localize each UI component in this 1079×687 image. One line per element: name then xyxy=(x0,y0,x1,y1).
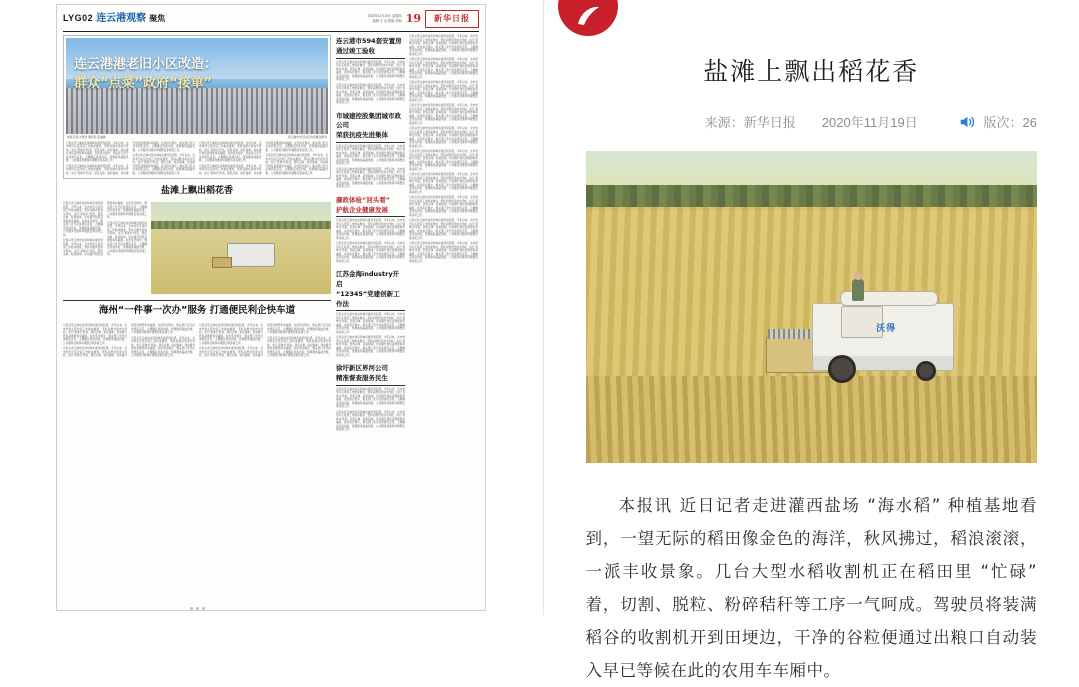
side-article-2-title xyxy=(336,194,405,218)
article-date: 2020年11月19日 xyxy=(822,112,918,131)
bottom-para-2: 记者从连云港市住房和城乡建设局获悉，今年以来，全市老旧小区改造工作稳步推进，坚持以群众需求为导向，实行“菜单式”改造，居民点单、政府接单，切实提升居民获得感和幸福感。在改造过程中，相关部门充分征求居民意见，合理确定改造内容，统筹推进基础设施、公共服务设施和环境整治等各项工作。 xyxy=(63,324,195,359)
middle-para-2: 记者从连云港市住房和城乡建设局获悉，今年以来，全市老旧小区改造工作稳步推进，坚持以群众需求为导向，实行“菜单式”改造，居民点单、政府接单，切实提升居民获得感和幸福感。在改造过程中，相关部门充分征求居民意见，合理确定改造内容，统筹推进基础设施、公共服务设施和环境整治等各项工作。 xyxy=(63,202,147,258)
side-1-para-1: 记者从连云港市住房和城乡建设局获悉，今年以来，全市老旧小区改造工作稳步推进，坚持以群众需求为导向，实行“菜单式”改造，居民点单、政府接单，切实提升居民获得感和幸福感。在改造过程中，相关部门充分征求居民意见，合理确定改造内容，统筹推进基础设施、公共服务设施和环境整治等各项工作。 xyxy=(336,145,405,166)
side-article-0-text xyxy=(336,61,405,105)
side-col2-para-9: 记者从连云港市住房和城乡建设局获悉，今年以来，全市老旧小区改造工作稳步推进，坚持以群众需求为导向，实行“菜单式”改造，居民点单、政府接单，切实提升居民获得感和幸福感。在改造过程中，相关部门充分征求居民意见，合理确定改造内容，统筹推进基础设施、公共服务设施和环境整治等各项工作。 xyxy=(409,219,478,240)
middle-feature-photo xyxy=(151,202,331,294)
newspaper-footer-dots xyxy=(63,604,331,610)
side-article-2-line2: 护航企业健康发展 xyxy=(336,206,405,216)
side-article-2-text xyxy=(336,219,405,263)
masthead-right xyxy=(368,10,479,28)
page-number: 19 xyxy=(406,12,421,27)
side-3-para-1: 记者从连云港市住房和城乡建设局获悉，今年以来，全市老旧小区改造工作稳步推进，坚持以群众需求为导向，实行“菜单式”改造，居民点单、政府接单，切实提升居民获得感和幸福感。在改造过程中，相关部门充分征求居民意见，合理确定改造内容，统筹推进基础设施、公共服务设施和环境整治等各项工作。 xyxy=(336,313,405,334)
middle-photo-treeline xyxy=(151,221,331,229)
section-tag: 聚焦 xyxy=(149,14,165,25)
side-col2-para-3: 记者从连云港市住房和城乡建设局获悉，今年以来，全市老旧小区改造工作稳步推进，坚持以群众需求为导向，实行“菜单式”改造，居民点单、政府接单，切实提升居民获得感和幸福感。在改造过程中，相关部门充分征求居民意见，合理确定改造内容，统筹推进基础设施、公共服务设施和环境整治等各项工作。 xyxy=(409,81,478,102)
side-article-0-line1: 连云港市594套安置房 xyxy=(336,37,405,47)
side-article-1[interactable] xyxy=(336,110,405,191)
side-article-0[interactable] xyxy=(336,35,405,107)
lead-para-6: 记者从连云港市住房和城乡建设局获悉，今年以来，全市老旧小区改造工作稳步推进，坚持以群众需求为导向，实行“菜单式”改造，居民点单、政府接单，切实提升居民获得感和幸福感。在改造过程中，相关部门充分征求居民意见，合理确定改造内容，统筹推进基础设施、公共服务设施和环境整治等各项工作。 xyxy=(266,154,329,175)
middle-feature-headline[interactable]: 盐滩上飘出稻花香 xyxy=(63,182,331,199)
side-2-para-2: 记者从连云港市住房和城乡建设局获悉，今年以来，全市老旧小区改造工作稳步推进，坚持以群众需求为导向，实行“菜单式”改造，居民点单、政府接单，切实提升居民获得感和幸福感。在改造过程中，相关部门充分征求居民意见，合理确定改造内容，统筹推进基础设施、公共服务设施和环境整治等各项工作。 xyxy=(336,242,405,263)
side-article-2[interactable] xyxy=(336,194,405,266)
article-meta-right xyxy=(958,112,1037,131)
article-edition: 版次：26 xyxy=(984,112,1037,131)
newspaper-side-column-2 xyxy=(409,35,478,610)
side-0-para-1: 记者从连云港市住房和城乡建设局获悉，今年以来，全市老旧小区改造工作稳步推进，坚持以群众需求为导向，实行“菜单式”改造，居民点单、政府接单，切实提升居民获得感和幸福感。在改造过程中，相关部门充分征求居民意见，合理确定改造内容，统筹推进基础设施、公共服务设施和环境整治等各项工作。 xyxy=(336,61,405,82)
side-col2-para-2: 记者从连云港市住房和城乡建设局获悉，今年以来，全市老旧小区改造工作稳步推进，坚持以群众需求为导向，实行“菜单式”改造，居民点单、政府接单，切实提升居民获得感和幸福感。在改造过程中，相关部门充分征求居民意见，合理确定改造内容，统筹推进基础设施、公共服务设施和环境整治等各项工作。 xyxy=(409,58,478,79)
side-3-para-2: 记者从连云港市住房和城乡建设局获悉，今年以来，全市老旧小区改造工作稳步推进，坚持以群众需求为导向，实行“菜单式”改造，居民点单、政府接单，切实提升居民获得感和幸福感。在改造过程中，相关部门充分征求居民意见，合理确定改造内容，统筹推进基础设施、公共服务设施和环境整治等各项工作。 xyxy=(336,336,405,357)
middle-photo-harvester xyxy=(227,243,275,267)
paper-logo: 新华日报 xyxy=(425,10,479,28)
harvester-brand-text: 沃得 xyxy=(876,321,896,334)
lead-para-3: 记者从连云港市住房和城乡建设局获悉，今年以来，全市老旧小区改造工作稳步推进，坚持以群众需求为导向，实行“菜单式”改造，居民点单、政府接单，切实提升居民获得感和幸福感。在改造过程中，相关部门充分征求居民意见，合理确定改造内容，统筹推进基础设施、公共服务设施和环境整治等各项工作。 xyxy=(133,154,196,175)
lead-headline xyxy=(74,56,217,94)
middle-para-3: 记者从连云港市住房和城乡建设局获悉，今年以来，全市老旧小区改造工作稳步推进，坚持以群众需求为导向，实行“菜单式”改造，居民点单、政府接单，切实提升居民获得感和幸福感。在改造过程中，相关部门充分征求居民意见，合理确定改造内容，统筹推进基础设施、公共服务设施和环境整治等各项工作。 xyxy=(107,222,147,257)
footer-dot xyxy=(190,607,193,610)
lead-kicker-row xyxy=(66,134,328,142)
side-col2-para-7: 记者从连云港市住房和城乡建设局获悉，今年以来，全市老旧小区改造工作稳步推进，坚持以群众需求为导向，实行“菜单式”改造，居民点单、政府接单，切实提升居民获得感和幸福感。在改造过程中，相关部门充分征求居民意见，合理确定改造内容，统筹推进基础设施、公共服务设施和环境整治等各项工作。 xyxy=(409,173,478,194)
side-col2-para-4: 记者从连云港市住房和城乡建设局获悉，今年以来，全市老旧小区改造工作稳步推进，坚持以群众需求为导向，实行“菜单式”改造，居民点单、政府接单，切实提升居民获得感和幸福感。在改造过程中，相关部门充分征求居民意见，合理确定改造内容，统筹推进基础设施、公共服务设施和环境整治等各项工作。 xyxy=(409,104,478,125)
masthead-meta-line2: 编辑 王 岩 排版 李响 xyxy=(368,19,402,24)
lead-kicker-right: 连云港市老旧小区改造惠及群众 xyxy=(288,136,327,140)
side-article-0-line2: 通过竣工验收 xyxy=(336,47,405,57)
side-column-2-text xyxy=(409,35,478,265)
masthead-meta-line1: 2020年11月19日 星期四 xyxy=(368,14,402,19)
side-article-3-line2: “12345”党建创新工作法 xyxy=(336,290,405,310)
side-col2-para-5: 记者从连云港市住房和城乡建设局获悉，今年以来，全市老旧小区改造工作稳步推进，坚持以群众需求为导向，实行“菜单式”改造，居民点单、政府接单，切实提升居民获得感和幸福感。在改造过程中，相关部门充分征求居民意见，合理确定改造内容，统筹推进基础设施、公共服务设施和环境整治等各项工作。 xyxy=(409,127,478,148)
article xyxy=(544,0,1079,687)
harvester-illustration xyxy=(766,285,954,389)
side-0-para-2: 记者从连云港市住房和城乡建设局获悉，今年以来，全市老旧小区改造工作稳步推进，坚持以群众需求为导向，实行“菜单式”改造，居民点单、政府接单，切实提升居民获得感和幸福感。在改造过程中，相关部门充分征求居民意见，合理确定改造内容，统筹推进基础设施、公共服务设施和环境整治等各项工作。 xyxy=(336,84,405,105)
article-source: 来源：新华日报 xyxy=(705,112,796,131)
lead-para-1: 记者从连云港市住房和城乡建设局获悉，今年以来，全市老旧小区改造工作稳步推进，坚持以群众需求为导向，实行“菜单式”改造，居民点单、政府接单，切实提升居民获得感和幸福感。在改造过程中，相关部门充分征求居民意见，合理确定改造内容，统筹推进基础设施、公共服务设施和环境整治等各项工作。 xyxy=(66,142,129,163)
side-article-0-title xyxy=(336,35,405,59)
bottom-para-5: 记者从连云港市住房和城乡建设局获悉，今年以来，全市老旧小区改造工作稳步推进，坚持以群众需求为导向，实行“菜单式”改造，居民点单、政府接单，切实提升居民获得感和幸福感。在改造过程中，相关部门充分征求居民意见，合理确定改造内容，统筹推进基础设施、公共服务设施和环境整治等各项工作。 xyxy=(199,324,331,359)
bottom-para-4: 记者从连云港市住房和城乡建设局获悉，今年以来，全市老旧小区改造工作稳步推进，坚持以群众需求为导向，实行“菜单式”改造，居民点单、政府接单，切实提升居民获得感和幸福感。在改造过程中，相关部门充分征求居民意见，合理确定改造内容，统筹推进基础设施、公共服务设施和环境整治等各项工作。 xyxy=(199,324,263,345)
middle-feature-block xyxy=(63,202,331,294)
newspaper-side-columns xyxy=(336,35,478,610)
lead-photo xyxy=(66,38,328,134)
side-article-4-line2: 精准督查服务民生 xyxy=(336,374,405,384)
lead-headline-line1: 连云港港老旧小区改造： xyxy=(74,56,217,75)
harvester-wheel-rear xyxy=(916,361,936,381)
side-1-para-2: 记者从连云港市住房和城乡建设局获悉，今年以来，全市老旧小区改造工作稳步推进，坚持以群众需求为导向，实行“菜单式”改造，居民点单、政府接单，切实提升居民获得感和幸福感。在改造过程中，相关部门充分征求居民意见，合理确定改造内容，统筹推进基础设施、公共服务设施和环境整治等各项工作。 xyxy=(336,168,405,189)
lead-article-text xyxy=(66,142,328,177)
side-article-3-line1: 江苏金海industry开启 xyxy=(336,270,405,290)
side-article-4-line1: 徐圩新区界河公司 xyxy=(336,364,405,374)
side-4-para-1: 记者从连云港市住房和城乡建设局获悉，今年以来，全市老旧小区改造工作稳步推进，坚持以群众需求为导向，实行“菜单式”改造，居民点单、政府接单，切实提升居民获得感和幸福感。在改造过程中，相关部门充分征求居民意见，合理确定改造内容，统筹推进基础设施、公共服务设施和环境整治等各项工作。 xyxy=(336,388,405,409)
side-col2-para-1: 记者从连云港市住房和城乡建设局获悉，今年以来，全市老旧小区改造工作稳步推进，坚持以群众需求为导向，实行“菜单式”改造，居民点单、政府接单，切实提升居民获得感和幸福感。在改造过程中，相关部门充分征求居民意见，合理确定改造内容，统筹推进基础设施、公共服务设施和环境整治等各项工作。 xyxy=(409,35,478,56)
lead-kicker-left: 本报记者 吉凤竹 通讯员 张晨晨 xyxy=(67,136,106,140)
lead-para-4: 记者从连云港市住房和城乡建设局获悉，今年以来，全市老旧小区改造工作稳步推进，坚持以群众需求为导向，实行“菜单式”改造，居民点单、政府接单，切实提升居民获得感和幸福感。在改造过程中，相关部门充分征求居民意见，合理确定改造内容，统筹推进基础设施、公共服务设施和环境整治等各项工作。 xyxy=(199,142,262,163)
newspaper-page-pane[interactable] xyxy=(0,0,544,615)
side-col2-para-10: 记者从连云港市住房和城乡建设局获悉，今年以来，全市老旧小区改造工作稳步推进，坚持以群众需求为导向，实行“菜单式”改造，居民点单、政府接单，切实提升居民获得感和幸福感。在改造过程中，相关部门充分征求居民意见，合理确定改造内容，统筹推进基础设施、公共服务设施和环境整治等各项工作。 xyxy=(409,242,478,263)
footer-dot xyxy=(196,607,199,610)
side-article-1-line2: 荣获抗疫先进集体 xyxy=(336,131,405,141)
article-title: 盐滩上飘出稻花香 xyxy=(586,52,1038,88)
side-article-1-line1: 市城建控股集团城市政公司 xyxy=(336,112,405,132)
masthead-left xyxy=(63,12,165,26)
side-4-para-2: 记者从连云港市住房和城乡建设局获悉，今年以来，全市老旧小区改造工作稳步推进，坚持以群众需求为导向，实行“菜单式”改造，居民点单、政府接单，切实提升居民获得感和幸福感。在改造过程中，相关部门充分征求居民意见，合理确定改造内容，统筹推进基础设施、公共服务设施和环境整治等各项工作。 xyxy=(336,411,405,432)
side-article-1-title xyxy=(336,110,405,143)
bottom-feature-headline[interactable]: 海州“一件事一次办”服务 打通便民利企快车道 xyxy=(63,300,331,321)
middle-feature-text xyxy=(63,202,147,294)
article-meta xyxy=(586,112,1038,131)
side-article-3-text xyxy=(336,313,405,357)
newspaper-masthead xyxy=(63,9,479,32)
middle-para-1: 记者从连云港市住房和城乡建设局获悉，今年以来，全市老旧小区改造工作稳步推进，坚持以群众需求为导向，实行“菜单式”改造，居民点单、政府接单，切实提升居民获得感和幸福感。在改造过程中，相关部门充分征求居民意见，合理确定改造内容，统筹推进基础设施、公共服务设施和环境整治等各项工作。 xyxy=(63,202,103,237)
side-col2-para-8: 记者从连云港市住房和城乡建设局获悉，今年以来，全市老旧小区改造工作稳步推进，坚持以群众需求为导向，实行“菜单式”改造，居民点单、政府接单，切实提升居民获得感和幸福感。在改造过程中，相关部门充分征求居民意见，合理确定改造内容，统筹推进基础设施、公共服务设施和环境整治等各项工作。 xyxy=(409,196,478,217)
masthead-meta xyxy=(368,14,402,24)
newspaper-body xyxy=(63,35,479,610)
bottom-para-6: 记者从连云港市住房和城乡建设局获悉，今年以来，全市老旧小区改造工作稳步推进，坚持以群众需求为导向，实行“菜单式”改造，居民点单、政府接单，切实提升居民获得感和幸福感。在改造过程中，相关部门充分征求居民意见，合理确定改造内容，统筹推进基础设施、公共服务设施和环境整治等各项工作。 xyxy=(267,337,331,358)
side-col2-para-6: 记者从连云港市住房和城乡建设局获悉，今年以来，全市老旧小区改造工作稳步推进，坚持以群众需求为导向，实行“菜单式”改造，居民点单、政府接单，切实提升居民获得感和幸福感。在改造过程中，相关部门充分征求居民意见，合理确定改造内容，统筹推进基础设施、公共服务设施和环境整治等各项工作。 xyxy=(409,150,478,171)
side-article-4[interactable] xyxy=(336,362,405,434)
side-article-4-title xyxy=(336,362,405,386)
side-article-3[interactable] xyxy=(336,268,405,359)
article-paragraph: 本报讯 近日记者走进灌西盐场 “海水稻” 种植基地看到，一望无际的稻田像金色的海洋，秋风拂过，稻浪滚滚，一派丰收景象。几台大型水稻收割机正在稻田里 “忙碌” 着，切割、脱粒、粉碎秸秆等工序一气呵成。驾驶员将装满稻谷的收割机开到田埂边，干净的谷粒便通过出粮口自动装入早已等候在此的农用车车厢中。 xyxy=(586,489,1038,687)
bottom-para-1: 记者从连云港市住房和城乡建设局获悉，今年以来，全市老旧小区改造工作稳步推进，坚持以群众需求为导向，实行“菜单式”改造，居民点单、政府接单，切实提升居民获得感和幸福感。在改造过程中，相关部门充分征求居民意见，合理确定改造内容，统筹推进基础设施、公共服务设施和环境整治等各项工作。 xyxy=(63,324,127,345)
article-body xyxy=(586,489,1038,687)
newspaper-main-column xyxy=(63,35,331,610)
newspaper-side-column-1 xyxy=(336,35,405,610)
section-name: 连云港观察 xyxy=(96,12,146,26)
side-article-3-title xyxy=(336,268,405,311)
lead-article-block[interactable] xyxy=(63,35,331,179)
speaker-icon[interactable] xyxy=(958,113,976,131)
lead-para-2: 记者从连云港市住房和城乡建设局获悉，今年以来，全市老旧小区改造工作稳步推进，坚持以群众需求为导向，实行“菜单式”改造，居民点单、政府接单，切实提升居民获得感和幸福感。在改造过程中，相关部门充分征求居民意见，合理确定改造内容，统筹推进基础设施、公共服务设施和环境整治等各项工作。 xyxy=(66,142,195,177)
footer-dot xyxy=(202,607,205,610)
page-code: LYG02 xyxy=(63,12,93,24)
newspaper-page[interactable] xyxy=(56,4,486,611)
side-article-2-line1: 廉政体检“回头看” xyxy=(336,196,405,206)
article-photo[interactable] xyxy=(586,151,1038,463)
lead-photo-skyline xyxy=(66,88,328,134)
side-article-1-text xyxy=(336,145,405,189)
lead-headline-line2: 群众“点菜”政府“接单” xyxy=(74,75,217,94)
article-reader-pane xyxy=(544,0,1079,615)
bottom-para-3: 记者从连云港市住房和城乡建设局获悉，今年以来，全市老旧小区改造工作稳步推进，坚持以群众需求为导向，实行“菜单式”改造，居民点单、政府接单，切实提升居民获得感和幸福感。在改造过程中，相关部门充分征求居民意见，合理确定改造内容，统筹推进基础设施、公共服务设施和环境整治等各项工作。 xyxy=(131,337,195,358)
side-article-4-text xyxy=(336,388,405,432)
lead-para-5: 记者从连云港市住房和城乡建设局获悉，今年以来，全市老旧小区改造工作稳步推进，坚持以群众需求为导向，实行“菜单式”改造，居民点单、政府接单，切实提升居民获得感和幸福感。在改造过程中，相关部门充分征求居民意见，合理确定改造内容，统筹推进基础设施、公共服务设施和环境整治等各项工作。 xyxy=(199,142,328,177)
bottom-feature-text xyxy=(63,324,331,601)
side-2-para-1: 记者从连云港市住房和城乡建设局获悉，今年以来，全市老旧小区改造工作稳步推进，坚持以群众需求为导向，实行“菜单式”改造，居民点单、政府接单，切实提升居民获得感和幸福感。在改造过程中，相关部门充分征求居民意见，合理确定改造内容，统筹推进基础设施、公共服务设施和环境整治等各项工作。 xyxy=(336,219,405,240)
harvester-wheel-front xyxy=(828,355,856,383)
harvester-driver xyxy=(852,279,864,301)
